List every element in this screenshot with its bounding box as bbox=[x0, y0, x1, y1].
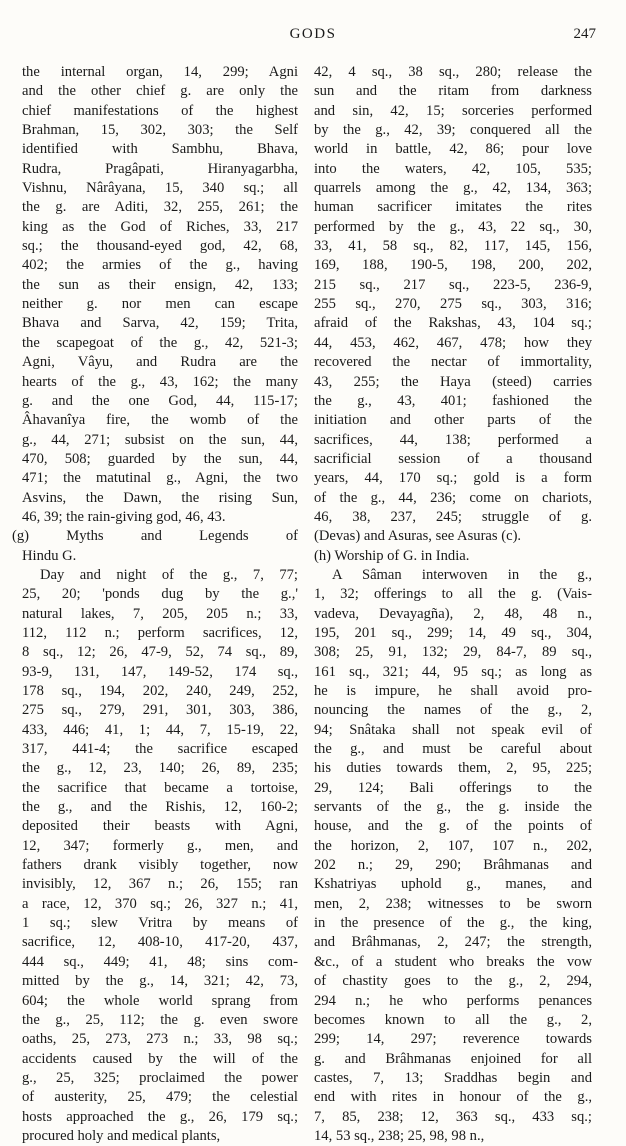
index-line: 46, 39; the rain-giving god, 46, 43. bbox=[22, 508, 226, 525]
index-line: the g. are Aditi, 32, 255, 261; the bbox=[22, 199, 298, 216]
index-line: 470, 508; guarded by the sun, 44, bbox=[22, 450, 298, 467]
index-line: vadeva, Devayagña), 2, 48, 48 n., bbox=[314, 605, 592, 622]
index-line: recovered the nectar of immortality, bbox=[314, 354, 592, 371]
index-line: neither g. nor men can escape bbox=[22, 296, 298, 313]
running-head: GODS bbox=[289, 26, 337, 42]
index-line: 433, 446; 41, 1; 44, 7, 15-19, 22, bbox=[22, 721, 298, 738]
index-line: accidents caused by the will of the bbox=[22, 1050, 298, 1067]
index-line: &c., of a student who breaks the vow bbox=[314, 953, 592, 970]
right-column bbox=[314, 63, 592, 1146]
page-number: 247 bbox=[573, 26, 596, 42]
index-line: procured holy and medical plants, bbox=[22, 1127, 221, 1144]
index-line: 42, 4 sq., 38 sq., 280; release the bbox=[314, 64, 592, 80]
index-line: g., 44, 271; subsist on the sun, 44, bbox=[22, 431, 298, 448]
index-line: chief manifestations of the highest bbox=[22, 102, 298, 119]
index-line: 317, 441-4; the sacrifice escaped bbox=[22, 741, 298, 758]
index-line: (Devas) and Asuras, see Asuras (c). bbox=[314, 528, 522, 545]
index-line: a race, 12, 370 sq.; 26, 327 n.; 41, bbox=[22, 895, 298, 912]
index-line: g. and the one God, 44, 115-17; bbox=[22, 392, 298, 409]
index-line: 444 sq., 449; 41, 48; sins com- bbox=[22, 953, 298, 970]
index-line: king as the God of Riches, 33, 217 bbox=[22, 218, 298, 235]
index-line: becomes known to all the g., 2, bbox=[314, 1011, 592, 1028]
index-line: 14, 53 sq., 238; 25, 98, 98 n., bbox=[314, 1127, 485, 1144]
index-line: the scapegoat of the g., 42, 521-3; bbox=[22, 334, 298, 351]
index-line: the g., 25, 112; the g. even swore bbox=[22, 1011, 298, 1028]
index-line: hearts of the g., 43, 162; the many bbox=[22, 373, 298, 390]
index-line: castes, 7, 13; Sraddhas begin and bbox=[314, 1069, 592, 1086]
index-line: hosts approached the g., 26, 179 sq.; bbox=[22, 1108, 298, 1125]
index-line: natural lakes, 7, 205, 205 n.; 33, bbox=[22, 605, 298, 622]
index-line: quarrels among the g., 42, 134, 363; bbox=[314, 180, 592, 197]
index-line: g., 25, 325; proclaimed the power bbox=[22, 1069, 298, 1086]
index-line: (g) Myths and Legends of bbox=[12, 528, 298, 545]
index-line: 1, 32; offerings to all the g. (Vais- bbox=[314, 586, 592, 603]
index-line: Rudra, Pragâpati, Hiranyagarbha, bbox=[22, 160, 298, 177]
index-line: 471; the matutinal g., Agni, the two bbox=[22, 470, 298, 487]
index-line: the sun as their ensign, 42, 133; bbox=[22, 276, 298, 293]
index-line: sq.; the thousand-eyed god, 42, 68, bbox=[22, 238, 298, 255]
index-line: 161 sq., 321; 44, 95 sq.; as long as bbox=[314, 663, 592, 680]
index-line: end with rites in honour of the g., bbox=[314, 1089, 592, 1106]
index-line: 12, 347; formerly g., men, and bbox=[22, 837, 298, 854]
index-line: house, and the g. of the points of bbox=[314, 818, 592, 835]
index-line: 1 sq.; slew Vritra by means of bbox=[22, 915, 298, 932]
index-line: Bhava and Sarva, 42, 159; Trita, bbox=[22, 315, 298, 332]
index-line: (h) Worship of G. in India. bbox=[314, 547, 470, 564]
index-line: into the waters, 42, 105, 535; bbox=[314, 160, 592, 177]
index-line: 255 sq., 270, 275 sq., 303, 316; bbox=[314, 296, 592, 313]
index-line: 195, 201 sq., 299; 14, 49 sq., 304, bbox=[314, 624, 592, 641]
index-line: oaths, 25, 273, 273 n.; 33, 98 sq.; bbox=[22, 1031, 298, 1048]
index-line: the g., 43, 401; fashioned the bbox=[314, 392, 592, 409]
index-line: and Brâhmanas, 2, 247; the strength, bbox=[314, 934, 592, 951]
index-line: initiation and other parts of the bbox=[314, 412, 592, 429]
index-line: Kshatriyas uphold g., manes, and bbox=[314, 876, 592, 893]
index-line: human sacrificer imitates the rites bbox=[314, 199, 592, 216]
index-line: nouncing the names of the g., 2, bbox=[314, 702, 592, 719]
index-line: Day and night of the g., 7, 77; bbox=[40, 566, 298, 583]
index-line: the g., and must be careful about bbox=[314, 741, 592, 758]
index-line: 7, 85, 238; 12, 363 sq., 433 sq.; bbox=[314, 1108, 592, 1125]
index-line: 202 n.; 29, 290; Brâhmanas and bbox=[314, 857, 592, 874]
index-line: 275 sq., 279, 291, 301, 303, 386, bbox=[22, 702, 298, 719]
index-line: 112, 112 n.; perform sacrifices, 12, bbox=[22, 624, 298, 641]
left-column bbox=[12, 63, 298, 1146]
index-line: sacrifice, 12, 408-10, 417-20, 437, bbox=[22, 934, 298, 951]
index-line: fathers drank visibly together, now bbox=[22, 857, 298, 874]
index-line: the g., 12, 23, 140; 26, 89, 235; bbox=[22, 760, 298, 777]
index-line: 33, 41, 58 sq., 82, 117, 145, 156, bbox=[314, 238, 592, 255]
index-line: 169, 188, 190-5, 198, 200, 202, bbox=[314, 257, 592, 274]
index-line: of chastity goes to the g., 2, 294, bbox=[314, 973, 592, 990]
index-line: Vishnu, Nârâyana, 15, 340 sq.; all bbox=[22, 180, 298, 197]
index-line: 308; 25, 91, 132; 29, 84-7, 89 sq., bbox=[314, 644, 592, 661]
index-line: 402; the armies of the g., having bbox=[22, 257, 298, 274]
index-line: 46, 38, 237, 245; struggle of g. bbox=[314, 508, 592, 525]
index-line: his duties towards them, 2, 95, 225; bbox=[314, 760, 592, 777]
index-line: of austerity, 25, 479; the celestial bbox=[22, 1089, 298, 1106]
index-line: 94; Snâtaka shall not speak evil of bbox=[314, 721, 592, 738]
index-line: the horizon, 2, 107, 107 n., 202, bbox=[314, 837, 592, 854]
index-line: the sacrifice that became a tortoise, bbox=[22, 779, 298, 796]
index-line: world in battle, 42, 86; pour love bbox=[314, 141, 592, 158]
index-line: g. and Brâhmanas enjoined for all bbox=[314, 1050, 592, 1067]
page-header bbox=[0, 26, 626, 48]
index-line: 25, 20; 'ponds dug by the g.,' bbox=[22, 586, 298, 603]
index-line: 29, 124; Bali offerings to the bbox=[314, 779, 592, 796]
index-line: 43, 255; the Haya (steed) carries bbox=[314, 373, 592, 390]
index-line: 44, 453, 462, 467, 478; how they bbox=[314, 334, 592, 351]
index-line: of the g., 44, 236; come on chariots, bbox=[314, 489, 592, 506]
index-line: Âhavanîya fire, the womb of the bbox=[22, 412, 298, 429]
index-line: 93-9, 131, 147, 149-52, 174 sq., bbox=[22, 663, 298, 680]
index-line: sacrifices, 44, 138; performed a bbox=[314, 431, 592, 448]
index-line: Hindu G. bbox=[22, 547, 77, 564]
index-line: Asvins, the Dawn, the rising Sun, bbox=[22, 489, 298, 506]
index-line: the g., and the Rishis, 12, 160-2; bbox=[22, 799, 298, 816]
index-line: afraid of the Rakshas, 43, 104 sq.; bbox=[314, 315, 592, 332]
index-line: performed by the g., 43, 22 sq., 30, bbox=[314, 218, 592, 235]
index-line: A Sâman interwoven in the g., bbox=[332, 566, 592, 583]
index-line: and the other chief g. are only the bbox=[22, 83, 298, 100]
index-line: 604; the whole world sprang from bbox=[22, 992, 298, 1009]
index-line: deposited their beasts with Agni, bbox=[22, 818, 298, 835]
index-line: sacrificial session of a thousand bbox=[314, 450, 592, 467]
index-line: sun and the ritam from darkness bbox=[314, 83, 592, 100]
index-line: 215 sq., 217 sq., 223-5, 236-9, bbox=[314, 276, 592, 293]
index-line: servants of the g., the g. inside the bbox=[314, 799, 592, 816]
index-line: identified with Sambhu, Bhava, bbox=[22, 141, 298, 158]
index-line: 178 sq., 194, 202, 240, 249, 252, bbox=[22, 683, 298, 699]
index-line: in the presence of the g., the king, bbox=[314, 915, 592, 932]
index-line: years, 44, 170 sq.; gold is a form bbox=[314, 470, 592, 487]
index-line: 299; 14, 297; reverence towards bbox=[314, 1031, 592, 1048]
index-line: mitted by the g., 14, 321; 42, 73, bbox=[22, 973, 298, 990]
index-line: Agni, Vâyu, and Rudra are the bbox=[22, 354, 298, 371]
index-line: 294 n.; he who performs penances bbox=[314, 992, 592, 1009]
index-line: invisibly, 12, 367 n.; 26, 155; ran bbox=[22, 876, 298, 893]
index-line: 8 sq., 12; 26, 47-9, 52, 74 sq., 89, bbox=[22, 644, 298, 661]
index-line: the internal organ, 14, 299; Agni bbox=[22, 64, 298, 80]
index-line: by the g., 42, 39; conquered all the bbox=[314, 122, 592, 139]
index-line: Brahman, 15, 302, 303; the Self bbox=[22, 122, 298, 139]
index-line: he is impure, he shall avoid pro- bbox=[314, 683, 592, 699]
index-line: men, 2, 238; witnesses to be sworn bbox=[314, 895, 592, 912]
index-line: and sin, 42, 15; sorceries performed bbox=[314, 102, 592, 119]
